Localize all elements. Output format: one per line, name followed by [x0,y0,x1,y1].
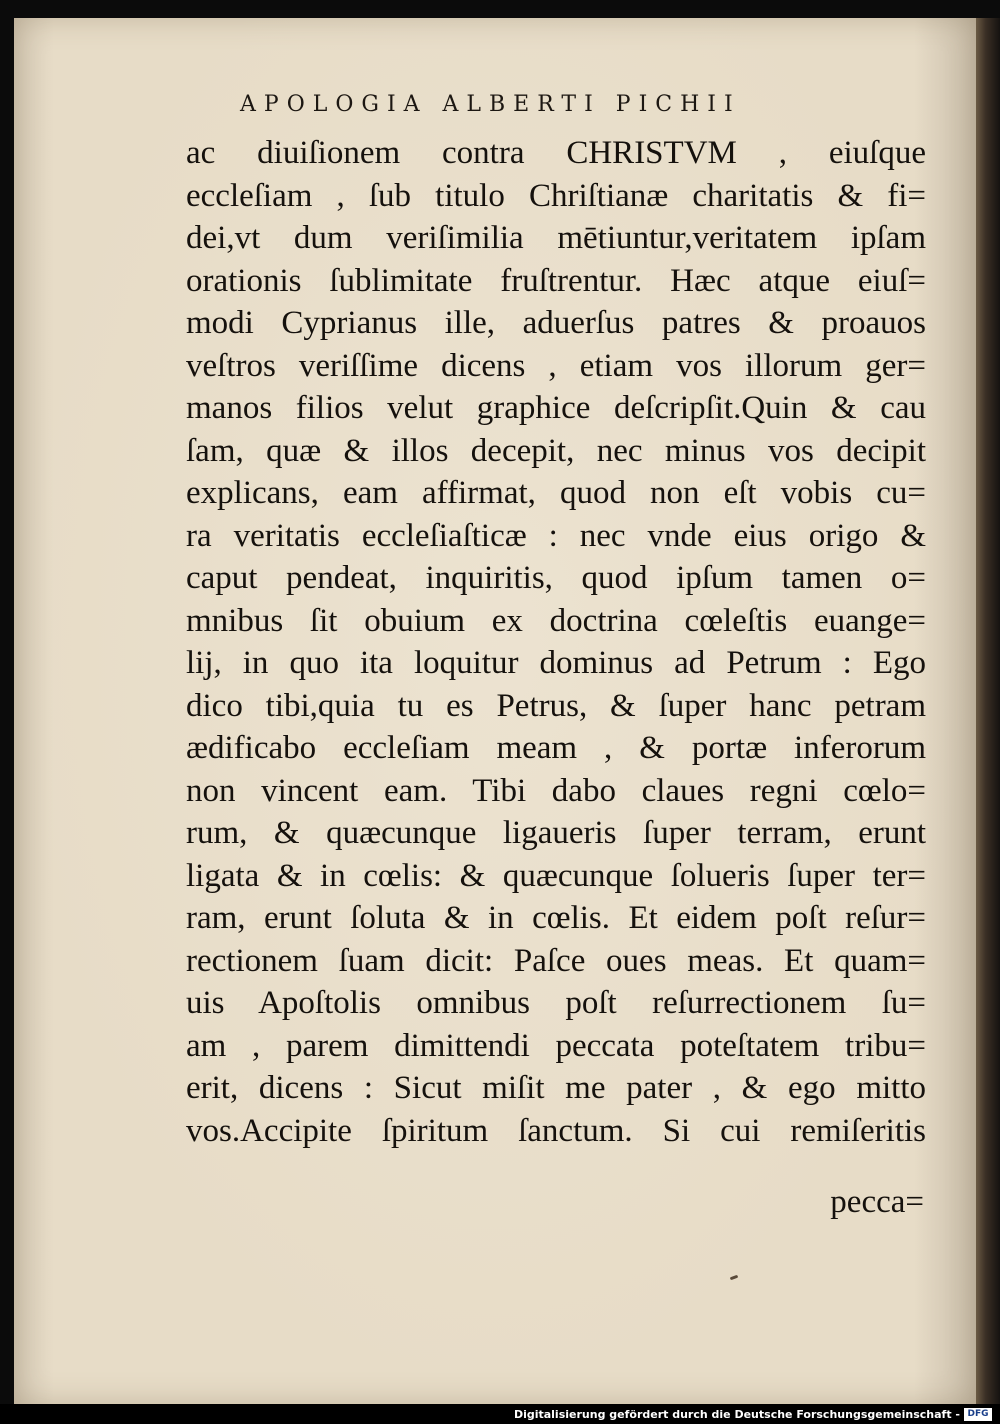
dfg-logo-icon: DFG [964,1408,992,1421]
text-line: veſtros veriſſime dicens , etiam vos illorum ger= [186,347,926,384]
text-line: dei,vt dum veriſimilia mētiuntur,veritatem ipſam [186,220,926,256]
text-line: rectionem ſuam dicit: Paſce oues meas. Et quam= [186,942,926,979]
text-line: manos filios velut graphice deſcripſit.Quin & cau [186,390,926,426]
book-gutter [976,18,1000,1404]
running-title: APOLOGIA ALBERTI PICHII [240,92,741,117]
text-line: am , parem dimittendi peccata poteſtatem tribu= [186,1027,926,1064]
digitization-footer [0,1404,1000,1424]
text-line: eccleſiam , ſub titulo Chriſtianæ charitatis & fi= [186,177,926,214]
text-line: erit, dicens : Sicut miſit me pater , & ego mitto [186,1070,926,1106]
text-line: uis Apoſtolis omnibus poſt reſurrectionem ſu= [186,985,926,1021]
text-line: ra veritatis eccleſiaſticæ : nec vnde eius origo & [186,517,926,554]
text-line: lij, in quo ita loquitur dominus ad Petrum : Ego [186,645,926,681]
text-line: explicans, eam affirmat, quod non eſt vobis cu= [186,475,926,511]
text-line: caput pendeat, inquiritis, quod ipſum tamen o= [186,560,926,596]
funding-credit: Digitalisierung gefördert durch die Deutsche Forschungsgemeinschaft - [513,1408,960,1421]
text-line: ligata & in cœlis: & quæcunque ſolueris ſuper ter= [186,857,926,894]
text-line: orationis ſublimitate fruſtrentur. Hæc atque eiuſ= [186,262,926,299]
text-line: vos.Accipite ſpiritum ſanctum. Si cui remiſeritis [186,1112,926,1149]
text-line: rum, & quæcunque ligaueris ſuper terram, erunt [186,815,926,851]
text-line: ac diuiſionem contra CHRISTVM , eiuſque [186,135,926,171]
text-line: dico tibi,quia tu es Petrus, & ſuper hanc petram [186,687,926,724]
text-line: non vincent eam. Tibi dabo claues regni cœlo= [186,772,926,809]
text-line: ſam, quæ & illos decepit, nec minus vos decipit [186,432,926,469]
text-line: ædificabo eccleſiam meam , & portæ inferorum [186,730,926,766]
text-line: modi Cyprianus ille, aduerſus patres & proauos [186,305,926,341]
body-text [186,132,926,1152]
catchword: pecca= [830,1184,924,1220]
text-line: ram, erunt ſoluta & in cœlis. Et eidem poſt reſur= [186,900,926,936]
text-line: mnibus ſit obuium ex doctrina cœleſtis euange= [186,602,926,639]
